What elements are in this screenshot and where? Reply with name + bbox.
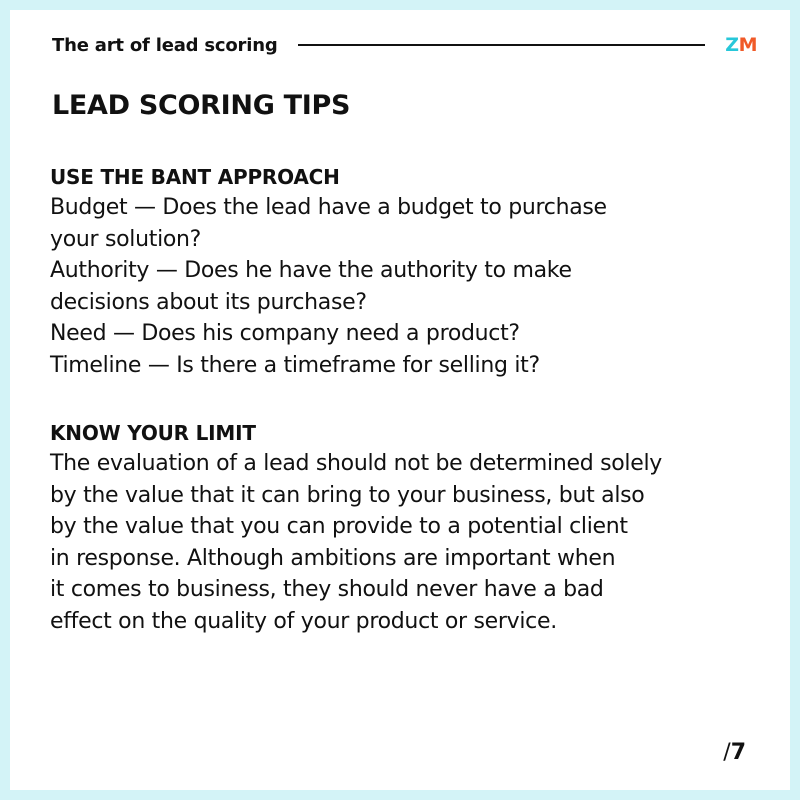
header-title: The art of lead scoring — [52, 34, 278, 56]
logo-letter-m: M — [738, 34, 757, 56]
section-know-your-limit — [50, 418, 770, 637]
body-line: in response. Although ambitions are important when — [50, 545, 616, 571]
body-line: Need — Does his company need a product? — [50, 321, 520, 346]
body-line: Timeline — Is there a timeframe for selling it? — [50, 352, 540, 378]
section-heading: KNOW YOUR LIMIT — [50, 421, 256, 445]
header — [52, 30, 757, 60]
body-line: The evaluation of a lead should not be determined solely — [50, 451, 662, 476]
page-number-slash: / — [723, 740, 731, 765]
body-line: Authority — Does he have the authority to make — [50, 258, 572, 283]
body-line: Budget — Does the lead have a budget to purchase — [50, 195, 607, 220]
page-title: LEAD SCORING TIPS — [52, 90, 351, 121]
page-number-value: 7 — [730, 740, 746, 765]
page-number — [723, 740, 746, 765]
brand-logo — [725, 34, 757, 56]
body-line: decisions about its purchase? — [50, 289, 367, 315]
body-line: your solution? — [50, 226, 202, 252]
slide-page — [10, 10, 790, 790]
body-line: by the value that you can provide to a potential client — [50, 514, 628, 539]
header-divider — [298, 44, 706, 46]
body-line: it comes to business, they should never have a bad — [50, 577, 604, 602]
section-bant-approach — [50, 162, 770, 381]
logo-letter-z: Z — [725, 34, 739, 56]
body-line: effect on the quality of your product or service. — [50, 608, 557, 634]
section-heading: USE THE BANT APPROACH — [50, 165, 340, 189]
body-line: by the value that it can bring to your business, but also — [50, 482, 645, 508]
